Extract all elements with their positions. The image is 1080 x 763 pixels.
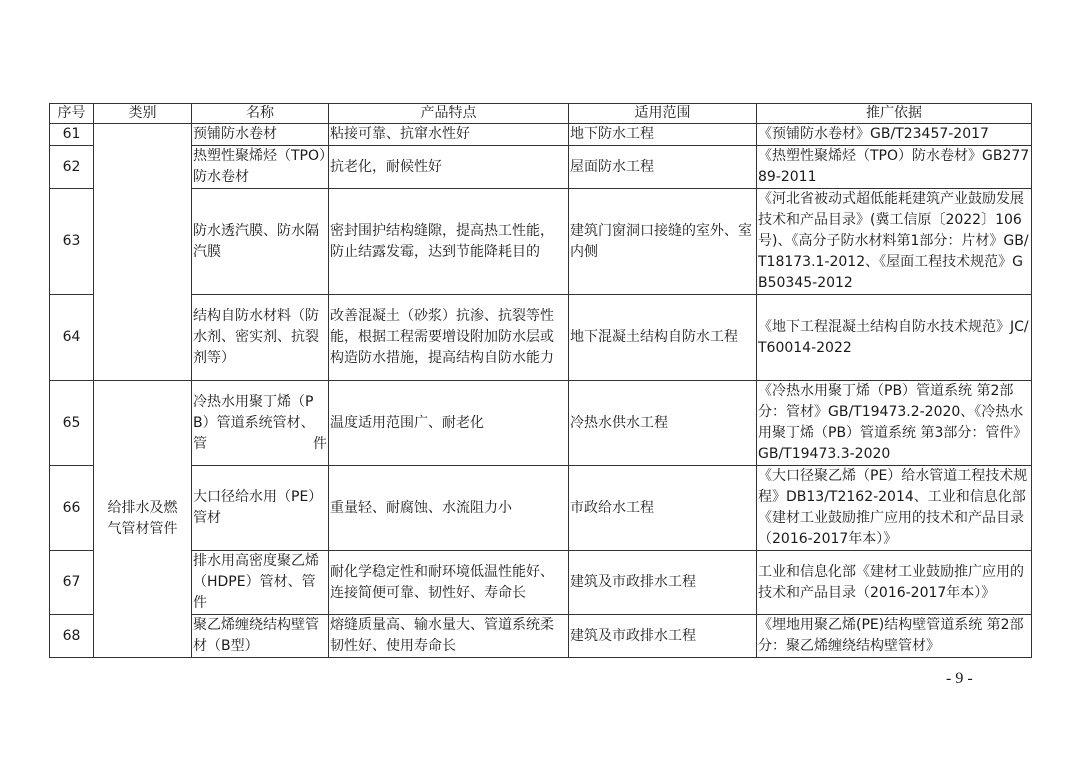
row-number: 62 <box>50 146 94 189</box>
product-features: 粘接可靠、抗窜水性好 <box>329 124 569 146</box>
product-features: 温度适用范围广、耐老化 <box>329 381 569 466</box>
table-row <box>50 295 1032 381</box>
table-row <box>50 124 1032 146</box>
table-row <box>50 615 1032 658</box>
row-number: 67 <box>50 551 94 615</box>
header-name: 名称 <box>192 104 329 124</box>
table-row <box>50 146 1032 189</box>
application-scope: 建筑门窗洞口接缝的室外、室内侧 <box>569 189 757 295</box>
product-name: 聚乙烯缠绕结构壁管材（B型） <box>192 615 329 658</box>
category-cell-empty <box>94 124 192 381</box>
product-features: 重量轻、耐腐蚀、水流阻力小 <box>329 466 569 551</box>
product-name: 排水用高密度聚乙烯（HDPE）管材、管件 <box>192 551 329 615</box>
product-name: 预铺防水卷材 <box>192 124 329 146</box>
table-row <box>50 551 1032 615</box>
promotion-basis: 《冷热水用聚丁烯（PB）管道系统 第2部分：管材》GB/T19473.2-2020、《冷热水用聚丁烯（PB）管道系统 第3部分：管件》GB/T19473.3-2020 <box>757 381 1032 466</box>
application-scope: 市政给水工程 <box>569 466 757 551</box>
header-basis: 推广依据 <box>757 104 1032 124</box>
product-name: 热塑性聚烯烃（TPO）防水卷材 <box>192 146 329 189</box>
promotion-basis: 《热塑性聚烯烃（TPO）防水卷材》GB27789-2011 <box>757 146 1032 189</box>
row-number: 68 <box>50 615 94 658</box>
header-category: 类别 <box>94 104 192 124</box>
product-name: 防水透汽膜、防水隔汽膜 <box>192 189 329 295</box>
header-no: 序号 <box>50 104 94 124</box>
row-number: 63 <box>50 189 94 295</box>
product-name: 冷热水用聚丁烯（PB）管道系统管材、管件 <box>192 381 329 466</box>
product-features: 熔缝质量高、输水量大、管道系统柔韧性好、使用寿命长 <box>329 615 569 658</box>
row-number: 61 <box>50 124 94 146</box>
products-table <box>49 103 1032 658</box>
header-features: 产品特点 <box>329 104 569 124</box>
promotion-basis: 《大口径聚乙烯（PE）给水管道工程技术规程》DB13/T2162-2014、工业和信息化部《建材工业鼓励推广应用的技术和产品目录（2016-2017年本）》 <box>757 466 1032 551</box>
promotion-basis: 《埋地用聚乙烯(PE)结构壁管道系统 第2部分：聚乙烯缠绕结构壁管材》 <box>757 615 1032 658</box>
application-scope: 地下防水工程 <box>569 124 757 146</box>
application-scope: 地下混凝土结构自防水工程 <box>569 295 757 381</box>
table-row <box>50 189 1032 295</box>
promotion-basis: 《预铺防水卷材》GB/T23457-2017 <box>757 124 1032 146</box>
promotion-basis: 《地下工程混凝土结构自防水技术规范》JC/T60014-2022 <box>757 295 1032 381</box>
row-number: 66 <box>50 466 94 551</box>
page-number: - 9 - <box>946 670 973 687</box>
application-scope: 建筑及市政排水工程 <box>569 551 757 615</box>
product-features: 耐化学稳定性和耐环境低温性能好、连接简便可靠、韧性好、寿命长 <box>329 551 569 615</box>
row-number: 64 <box>50 295 94 381</box>
table-row <box>50 381 1032 466</box>
promotion-basis: 《河北省被动式超低能耗建筑产业鼓励发展技术和产品目录》(冀工信原〔2022〕106号)、《高分子防水材料第1部分：片材》GB/T18173.1-2012、《屋面工程技术规范》GB50345-2012 <box>757 189 1032 295</box>
application-scope: 屋面防水工程 <box>569 146 757 189</box>
table-row <box>50 466 1032 551</box>
product-features: 抗老化，耐候性好 <box>329 146 569 189</box>
promotion-basis: 工业和信息化部《建材工业鼓励推广应用的技术和产品目录（2016-2017年本）》 <box>757 551 1032 615</box>
header-scope: 适用范围 <box>569 104 757 124</box>
header-row <box>50 104 1032 124</box>
product-name: 结构自防水材料（防水剂、密实剂、抗裂剂等） <box>192 295 329 381</box>
product-name: 大口径给水用（PE）管材 <box>192 466 329 551</box>
product-features: 密封围护结构缝隙，提高热工性能，防止结露发霉，达到节能降耗目的 <box>329 189 569 295</box>
application-scope: 建筑及市政排水工程 <box>569 615 757 658</box>
row-number: 65 <box>50 381 94 466</box>
product-features: 改善混凝土（砂浆）抗渗、抗裂等性能，根据工程需要增设附加防水层或构造防水措施，提高结构自防水能力 <box>329 295 569 381</box>
application-scope: 冷热水供水工程 <box>569 381 757 466</box>
category-cell: 给排水及燃气管材管件 <box>94 381 192 658</box>
